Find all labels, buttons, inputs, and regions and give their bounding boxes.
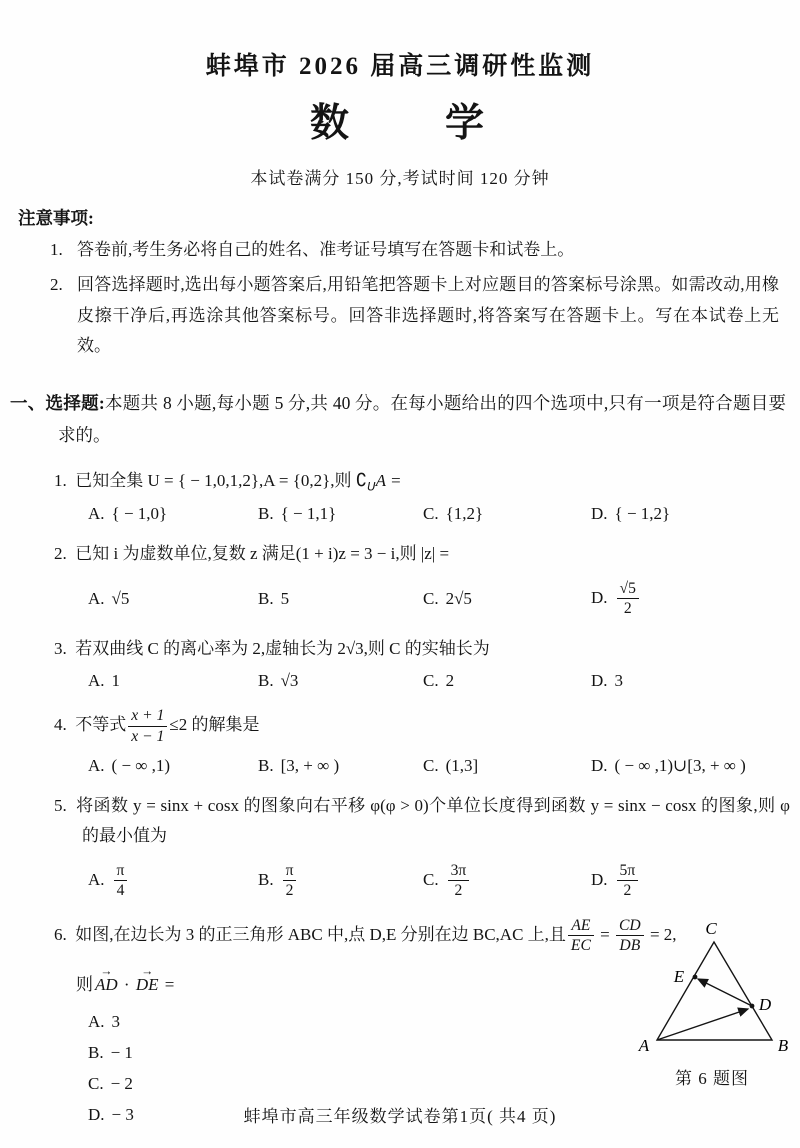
label-e: E xyxy=(673,967,685,986)
dot-operator: · xyxy=(119,974,134,994)
option-d: D. $\frac{√5}{2}$ xyxy=(591,579,800,619)
question-number: 2. xyxy=(54,544,67,564)
notice-item-number: 1. xyxy=(50,240,63,259)
question-text: = xyxy=(595,924,614,944)
question-text: 不等式 xyxy=(75,715,127,735)
option-b: B. { − 1,1} xyxy=(258,504,337,524)
option-d: D. ( − ∞ ,1)∪[3, + ∞ ) xyxy=(591,755,746,775)
question-3-stem xyxy=(0,634,800,665)
option-d: D. − 3 xyxy=(88,1104,134,1124)
question-6-figure xyxy=(626,918,798,1089)
option-c: C. $\frac{3\pi}{2}$ xyxy=(423,861,591,901)
notice-item-number: 2. xyxy=(50,275,63,295)
question-text: 则 xyxy=(76,974,93,994)
page-title: 蚌埠市 2026 届高三调研性监测 xyxy=(205,53,595,80)
option-b: B. [3, + ∞ ) xyxy=(258,755,340,775)
option-a: A. $\frac{\pi}{4}$ xyxy=(88,861,258,901)
fraction: $\frac{AE}{EC}$ xyxy=(568,916,594,956)
notice-item xyxy=(50,270,782,361)
question-text: ≤2 的解集是 xyxy=(169,715,260,735)
triangle-abc xyxy=(657,942,772,1040)
option-a: A. ( − ∞ ,1) xyxy=(88,755,171,775)
option-a: A. { − 1,0} xyxy=(88,504,168,524)
option-c: C. (1,3] xyxy=(423,755,479,775)
question-number: 1. xyxy=(54,470,67,490)
option-c: C. {1,2} xyxy=(423,504,484,524)
notice-item-text: 答卷前,考生务必将自己的姓名、准考证号填写在答题卡和试卷上。 xyxy=(77,240,575,259)
section-label: 一、选择题: xyxy=(10,393,105,413)
question-number: 4. xyxy=(54,715,67,735)
option-d: D. 3 xyxy=(591,671,624,691)
notice-section xyxy=(18,205,782,361)
question-number: 3. xyxy=(54,638,67,658)
triangle-diagram xyxy=(626,918,798,1060)
fraction: $\frac{x + 1}{x - 1}$ xyxy=(128,706,167,746)
point-e-dot xyxy=(693,975,698,980)
option-c: C. − 2 xyxy=(88,1073,133,1093)
section-description: 本题共 8 小题,每小题 5 分,共 40 分。在每小题给出的四个选项中,只有一项是符合题目要求的。 xyxy=(58,393,787,446)
option-d: D. { − 1,2} xyxy=(591,504,671,524)
question-number: 5. xyxy=(54,795,67,815)
question-text: 若双曲线 C 的离心率为 2,虚轴长为 2√3,则 C 的实轴长为 xyxy=(75,638,490,658)
vector-ad-line xyxy=(657,1009,748,1040)
fraction: $\frac{\pi}{2}$ xyxy=(283,861,297,901)
question-text: A = xyxy=(375,470,402,490)
section-heading xyxy=(10,387,786,452)
fraction: $\frac{5\pi}{2}$ xyxy=(617,861,639,901)
question-1-stem xyxy=(0,465,800,497)
option-b: B. − 1 xyxy=(88,1042,133,1062)
question-number: 6. xyxy=(54,924,67,944)
label-b: B xyxy=(777,1036,789,1055)
question-2-stem xyxy=(0,539,800,570)
option-c: C. 2√5 xyxy=(423,588,472,608)
question-5-stem xyxy=(0,791,800,852)
option-a: A. 1 xyxy=(88,671,121,691)
exam-info: 本试卷满分 150 分,考试时间 120 分钟 xyxy=(250,169,550,188)
question-text: = xyxy=(160,974,175,994)
option-a: A. 3 xyxy=(88,1011,121,1031)
subject-title: 数 学 xyxy=(309,102,490,145)
question-4-options xyxy=(0,756,800,776)
vector-ad: → AD xyxy=(93,970,120,1001)
complement-symbol: $∁_U$ xyxy=(355,469,376,494)
point-d-dot xyxy=(750,1004,755,1009)
question-2-options xyxy=(0,579,800,619)
label-a: A xyxy=(638,1036,650,1055)
question-text: 如图,在边长为 3 的正三角形 ABC 中,点 D,E 分别在边 BC,AC 上,且 xyxy=(75,924,566,944)
figure-caption: 第 6 题图 xyxy=(675,1069,749,1088)
page-header xyxy=(0,0,800,189)
question-3-options xyxy=(0,671,800,691)
fraction: $\frac{3\pi}{2}$ xyxy=(448,861,470,901)
question-5-options xyxy=(0,861,800,901)
notice-heading: 注意事项: xyxy=(18,208,94,228)
question-text: 已知全集 U = { − 1,0,1,2},A = {0,2},则 xyxy=(75,470,356,490)
page-footer: 蚌埠市高三年级数学试卷第1页( 共4 页) xyxy=(243,1107,557,1126)
label-d: D xyxy=(758,995,772,1014)
option-d: D. $\frac{5\pi}{2}$ xyxy=(591,861,800,901)
notice-item xyxy=(50,235,782,265)
fraction: $\frac{√5}{2}$ xyxy=(617,579,639,619)
option-b: B. $\frac{\pi}{2}$ xyxy=(258,861,423,901)
option-b: B. 5 xyxy=(258,588,290,608)
question-text: 将函数 y = sinx + cosx 的图象向右平移 φ(φ > 0)个单位长度得到函数 y = sinx − cosx 的图象,则 φ 的最小值为 xyxy=(76,795,790,846)
question-text: 已知 i 为虚数单位,复数 z 满足(1 + i)z = 3 − i,则 |z| = xyxy=(75,544,450,564)
option-b: B. √3 xyxy=(258,671,299,691)
option-a: A. √5 xyxy=(88,588,130,608)
label-c: C xyxy=(705,919,717,938)
question-1-options xyxy=(0,504,800,524)
vector-de: → DE xyxy=(134,970,161,1001)
question-4-stem xyxy=(0,706,800,746)
question-text: = 2, xyxy=(645,924,677,944)
notice-item-text: 回答选择题时,选出每小题答案后,用铅笔把答题卡上对应题目的答案标号涂黑。如需改动,用橡皮擦干净后,再选涂其他答案标号。回答非选择题时,将答案写在答题卡上。写在本试卷上无效。 xyxy=(77,275,779,355)
fraction: $\frac{CD}{DB}$ xyxy=(616,916,644,956)
option-c: C. 2 xyxy=(423,671,455,691)
fraction: $\frac{\pi}{4}$ xyxy=(114,861,128,901)
